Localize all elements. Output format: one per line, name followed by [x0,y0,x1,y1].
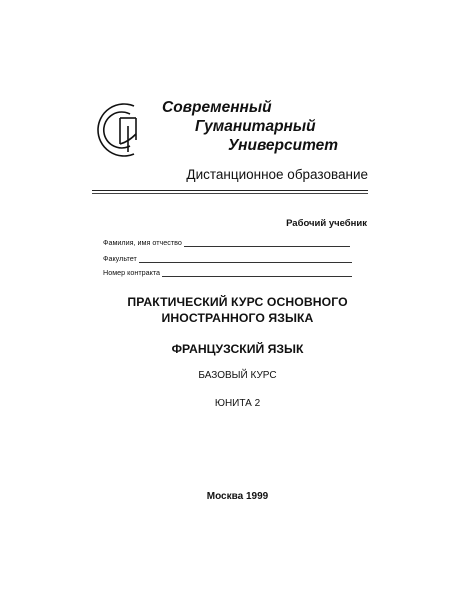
contract-field-line [162,268,352,277]
faculty-field-label: Факультет [103,254,137,263]
language-title: ФРАНЦУЗСКИЙ ЯЗЫК [171,342,304,356]
name-field-line [184,238,350,247]
faculty-field-line [139,254,352,263]
university-name [162,98,338,155]
faculty-field [103,254,352,263]
header-divider-thin [92,193,368,194]
unit-number: ЮНИТА 2 [214,398,261,409]
course-level: БАЗОВЫЙ КУРС [198,370,277,381]
header-divider [92,190,368,191]
course-title-line1: ПРАКТИЧЕСКИЙ КУРС ОСНОВНОГО [127,295,348,309]
name-field-label: Фамилия, имя отчество [103,238,182,247]
course-title [0,294,475,326]
contract-field-label: Номер контракта [103,268,161,277]
distance-education-label: Дистанционное образование [186,167,368,182]
sgu-logo-icon [90,98,154,162]
university-name-line2: Гуманитарный [195,118,316,135]
university-name-line1: Современный [162,99,272,116]
workbook-label: Рабочий учебник [286,218,367,229]
course-title-line2: ИНОСТРАННОГО ЯЗЫКА [161,311,314,325]
university-name-line3: Университет [228,137,339,154]
contract-field [103,268,352,277]
city-year: Москва 1999 [206,491,269,502]
name-field [103,238,350,247]
